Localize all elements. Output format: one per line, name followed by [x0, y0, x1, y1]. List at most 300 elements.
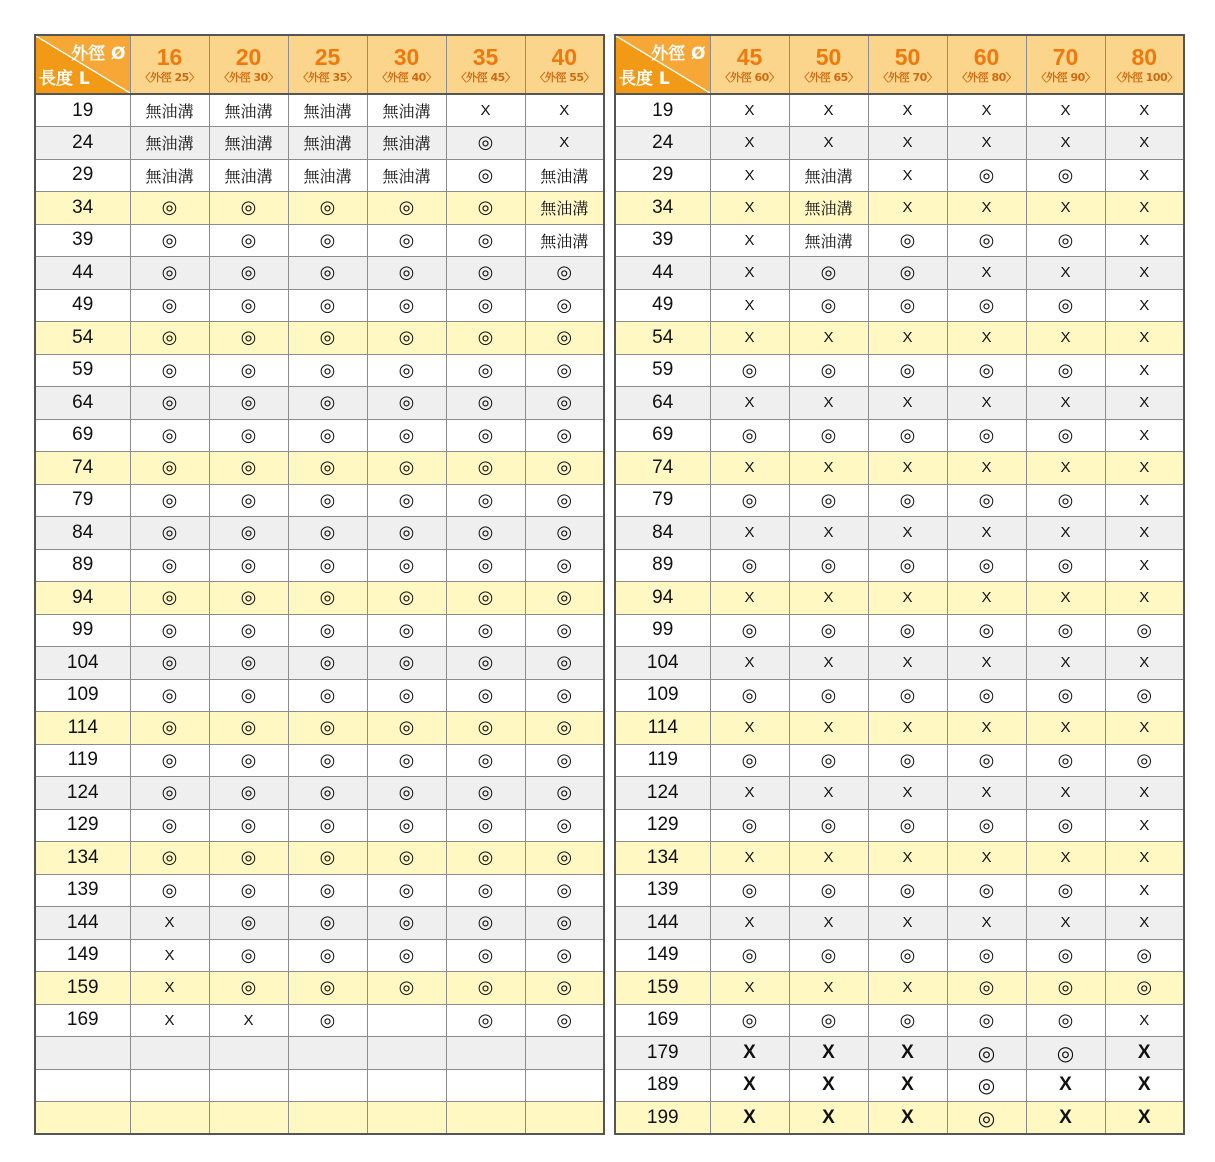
table-row [35, 517, 604, 550]
length-cell: 84 [35, 517, 130, 550]
value-cell: ◎ [789, 354, 868, 387]
value-cell: ◎ [1026, 614, 1105, 647]
value-cell: ◎ [947, 1069, 1026, 1102]
value-cell: ◎ [947, 874, 1026, 907]
value-cell: X [710, 159, 789, 192]
value-cell: X [947, 712, 1026, 745]
value-cell: X [947, 192, 1026, 225]
value-cell: X [1105, 809, 1184, 842]
value-cell: ◎ [710, 354, 789, 387]
value-cell: ◎ [367, 192, 446, 225]
value-cell: ◎ [947, 1004, 1026, 1037]
length-cell: 159 [35, 972, 130, 1005]
value-cell: ◎ [446, 322, 525, 355]
value-cell: ◎ [288, 1004, 367, 1037]
value-cell: ◎ [209, 419, 288, 452]
value-cell [130, 1069, 209, 1102]
value-cell: ◎ [789, 874, 868, 907]
value-cell: ◎ [1026, 874, 1105, 907]
value-cell: X [868, 712, 947, 745]
value-cell: X [947, 647, 1026, 680]
value-cell: X [868, 159, 947, 192]
value-cell: ◎ [947, 744, 1026, 777]
length-cell: 44 [35, 257, 130, 290]
value-cell: X [789, 387, 868, 420]
length-cell: 84 [615, 517, 710, 550]
value-cell: X [947, 322, 1026, 355]
value-cell: X [710, 517, 789, 550]
value-cell: ◎ [367, 679, 446, 712]
length-cell: 129 [35, 809, 130, 842]
value-cell: ◎ [130, 679, 209, 712]
value-cell: ◎ [947, 1102, 1026, 1135]
value-cell: ◎ [1026, 419, 1105, 452]
value-cell: ◎ [710, 614, 789, 647]
value-cell: X [1105, 257, 1184, 290]
value-cell: ◎ [446, 549, 525, 582]
value-cell: ◎ [868, 744, 947, 777]
value-cell: ◎ [288, 679, 367, 712]
value-cell: ◎ [209, 484, 288, 517]
value-cell: ◎ [1026, 809, 1105, 842]
value-cell: ◎ [288, 842, 367, 875]
value-cell: X [710, 842, 789, 875]
value-cell: ◎ [868, 549, 947, 582]
value-cell: ◎ [288, 972, 367, 1005]
value-cell: X [1105, 1004, 1184, 1037]
value-cell: ◎ [288, 809, 367, 842]
table-row [35, 582, 604, 615]
table-row [35, 647, 604, 680]
table-row [615, 549, 1184, 582]
value-cell: ◎ [446, 712, 525, 745]
table-row [615, 679, 1184, 712]
length-cell: 29 [35, 159, 130, 192]
value-cell: ◎ [789, 1004, 868, 1037]
length-cell: 24 [615, 127, 710, 160]
length-cell: 64 [35, 387, 130, 420]
value-cell: ◎ [446, 744, 525, 777]
value-cell: ◎ [288, 549, 367, 582]
value-cell: X [710, 777, 789, 810]
table-row [615, 614, 1184, 647]
table-row [35, 354, 604, 387]
value-cell: X [710, 94, 789, 127]
value-cell: ◎ [947, 1037, 1026, 1070]
column-header [367, 35, 446, 94]
value-cell: ◎ [288, 224, 367, 257]
value-cell [209, 1069, 288, 1102]
value-cell: ◎ [868, 809, 947, 842]
value-cell: ◎ [130, 549, 209, 582]
value-cell: X [1026, 517, 1105, 550]
column-outer-diameter: 〈外徑 90〉 [1035, 70, 1096, 84]
value-cell: ◎ [446, 1004, 525, 1037]
value-cell: ◎ [367, 289, 446, 322]
value-cell: ◎ [367, 387, 446, 420]
value-cell: ◎ [288, 192, 367, 225]
value-cell: X [947, 94, 1026, 127]
value-cell: ◎ [367, 419, 446, 452]
value-cell: ◎ [947, 354, 1026, 387]
value-cell: ◎ [1026, 1037, 1105, 1070]
value-cell: ◎ [367, 874, 446, 907]
value-cell: ◎ [288, 647, 367, 680]
value-cell: ◎ [446, 679, 525, 712]
value-cell [288, 1069, 367, 1102]
value-cell: ◎ [288, 387, 367, 420]
value-cell: ◎ [209, 289, 288, 322]
value-cell: X [1105, 1037, 1184, 1070]
value-cell: X [130, 1004, 209, 1037]
value-cell: ◎ [525, 257, 604, 290]
value-cell: X [868, 517, 947, 550]
length-cell: 24 [35, 127, 130, 160]
table-row [35, 419, 604, 452]
value-cell: X [947, 387, 1026, 420]
value-cell: X [130, 972, 209, 1005]
value-cell: ◎ [130, 224, 209, 257]
value-cell: ◎ [789, 549, 868, 582]
value-cell: ◎ [1105, 614, 1184, 647]
value-cell: ◎ [367, 809, 446, 842]
column-diameter: 20 [235, 43, 262, 70]
length-cell: 39 [615, 224, 710, 257]
value-cell: ◎ [367, 257, 446, 290]
length-cell: 144 [615, 907, 710, 940]
value-cell: X [789, 582, 868, 615]
length-cell: 99 [615, 614, 710, 647]
length-cell: 64 [615, 387, 710, 420]
value-cell: X [710, 1037, 789, 1070]
value-cell [130, 1037, 209, 1070]
table-row [615, 939, 1184, 972]
value-cell: ◎ [446, 517, 525, 550]
table-row [615, 647, 1184, 680]
table-row [35, 192, 604, 225]
value-cell: X [1105, 484, 1184, 517]
table-row [35, 809, 604, 842]
value-cell: ◎ [789, 744, 868, 777]
table-row [35, 1102, 604, 1135]
value-cell: ◎ [1026, 939, 1105, 972]
column-header [209, 35, 288, 94]
value-cell: X [525, 94, 604, 127]
value-cell: X [1105, 842, 1184, 875]
value-cell: X [947, 257, 1026, 290]
value-cell: ◎ [947, 809, 1026, 842]
value-cell: X [209, 1004, 288, 1037]
length-cell: 114 [615, 712, 710, 745]
value-cell [367, 1037, 446, 1070]
value-cell: ◎ [1026, 224, 1105, 257]
value-cell: ◎ [710, 484, 789, 517]
value-cell: ◎ [288, 614, 367, 647]
value-cell: X [446, 94, 525, 127]
column-header [525, 35, 604, 94]
value-cell: ◎ [130, 484, 209, 517]
value-cell [525, 1037, 604, 1070]
value-cell: ◎ [947, 419, 1026, 452]
length-cell: 39 [35, 224, 130, 257]
length-cell: 119 [615, 744, 710, 777]
value-cell: ◎ [446, 809, 525, 842]
value-cell: 無油溝 [367, 127, 446, 160]
value-cell: ◎ [209, 322, 288, 355]
value-cell: X [947, 127, 1026, 160]
value-cell: X [789, 94, 868, 127]
value-cell: ◎ [789, 289, 868, 322]
table-row [615, 257, 1184, 290]
value-cell: ◎ [525, 387, 604, 420]
column-outer-diameter: 〈外徑 60〉 [719, 70, 780, 84]
value-cell: X [789, 517, 868, 550]
value-cell: ◎ [209, 777, 288, 810]
value-cell: ◎ [367, 614, 446, 647]
value-cell: ◎ [367, 907, 446, 940]
column-outer-diameter: 〈外徑 45〉 [455, 70, 516, 84]
value-cell: ◎ [130, 322, 209, 355]
value-cell: ◎ [446, 842, 525, 875]
value-cell: ◎ [525, 647, 604, 680]
value-cell: ◎ [130, 842, 209, 875]
table-row [35, 744, 604, 777]
value-cell: ◎ [789, 939, 868, 972]
value-cell: X [789, 1102, 868, 1135]
value-cell: ◎ [868, 257, 947, 290]
value-cell: X [947, 582, 1026, 615]
value-cell: 無油溝 [209, 127, 288, 160]
value-cell: ◎ [209, 517, 288, 550]
table-row [35, 549, 604, 582]
value-cell [525, 1069, 604, 1102]
value-cell: ◎ [868, 939, 947, 972]
value-cell: ◎ [868, 1004, 947, 1037]
value-cell: ◎ [525, 1004, 604, 1037]
value-cell: ◎ [446, 972, 525, 1005]
length-cell: 59 [615, 354, 710, 387]
table-row [35, 94, 604, 127]
table-row [35, 484, 604, 517]
value-cell: ◎ [367, 972, 446, 1005]
table-row [615, 1069, 1184, 1102]
column-diameter: 50 [815, 43, 842, 70]
value-cell: ◎ [209, 939, 288, 972]
length-cell: 34 [615, 192, 710, 225]
length-cell: 169 [615, 1004, 710, 1037]
length-cell: 49 [35, 289, 130, 322]
table-row [615, 777, 1184, 810]
column-diameter: 40 [551, 43, 578, 70]
table-row [615, 582, 1184, 615]
length-cell: 54 [615, 322, 710, 355]
value-cell: X [710, 257, 789, 290]
length-cell: 94 [615, 582, 710, 615]
value-cell: X [710, 972, 789, 1005]
value-cell: X [710, 1102, 789, 1135]
length-cell: 114 [35, 712, 130, 745]
value-cell: ◎ [525, 907, 604, 940]
column-diameter: 25 [314, 43, 341, 70]
right-spec-table [614, 34, 1185, 1135]
table-row [615, 224, 1184, 257]
length-cell: 34 [35, 192, 130, 225]
value-cell: 無油溝 [367, 94, 446, 127]
column-outer-diameter: 〈外徑 25〉 [139, 70, 200, 84]
value-cell: X [710, 1069, 789, 1102]
value-cell: ◎ [947, 224, 1026, 257]
value-cell: X [1105, 354, 1184, 387]
table-row [615, 452, 1184, 485]
value-cell [446, 1102, 525, 1135]
value-cell: ◎ [525, 582, 604, 615]
value-cell: X [868, 1102, 947, 1135]
value-cell: X [868, 1037, 947, 1070]
value-cell: ◎ [367, 582, 446, 615]
column-header [947, 35, 1026, 94]
value-cell: X [868, 127, 947, 160]
value-cell: ◎ [130, 452, 209, 485]
value-cell: ◎ [446, 614, 525, 647]
value-cell: ◎ [130, 387, 209, 420]
value-cell: ◎ [288, 582, 367, 615]
value-cell: ◎ [710, 1004, 789, 1037]
value-cell: ◎ [1105, 939, 1184, 972]
value-cell: 無油溝 [209, 159, 288, 192]
table-row [615, 484, 1184, 517]
table-row [615, 972, 1184, 1005]
value-cell: 無油溝 [789, 224, 868, 257]
value-cell: ◎ [789, 809, 868, 842]
value-cell: ◎ [868, 614, 947, 647]
value-cell: ◎ [288, 354, 367, 387]
corner-header [615, 35, 710, 94]
value-cell: ◎ [525, 972, 604, 1005]
value-cell: X [789, 842, 868, 875]
header-row [35, 35, 604, 94]
table-row [615, 159, 1184, 192]
value-cell: X [868, 387, 947, 420]
value-cell: X [947, 452, 1026, 485]
value-cell: ◎ [525, 484, 604, 517]
value-cell: ◎ [367, 712, 446, 745]
value-cell: ◎ [710, 679, 789, 712]
value-cell: X [1026, 777, 1105, 810]
value-cell [367, 1004, 446, 1037]
length-cell: 109 [615, 679, 710, 712]
length-cell: 149 [35, 939, 130, 972]
value-cell: ◎ [947, 939, 1026, 972]
length-cell: 189 [615, 1069, 710, 1102]
value-cell: ◎ [130, 257, 209, 290]
length-cell [35, 1102, 130, 1135]
value-cell: ◎ [367, 484, 446, 517]
length-cell: 94 [35, 582, 130, 615]
value-cell: X [789, 712, 868, 745]
value-cell: ◎ [209, 679, 288, 712]
table-row [35, 159, 604, 192]
value-cell: ◎ [288, 517, 367, 550]
length-cell: 134 [615, 842, 710, 875]
length-cell: 129 [615, 809, 710, 842]
value-cell: ◎ [868, 289, 947, 322]
value-cell: X [1105, 1102, 1184, 1135]
length-cell: 149 [615, 939, 710, 972]
value-cell: X [710, 192, 789, 225]
value-cell: ◎ [288, 939, 367, 972]
value-cell: ◎ [525, 777, 604, 810]
value-cell: ◎ [947, 614, 1026, 647]
value-cell: ◎ [130, 517, 209, 550]
value-cell: ◎ [209, 744, 288, 777]
column-diameter: 70 [1052, 43, 1079, 70]
value-cell: ◎ [1026, 679, 1105, 712]
value-cell: ◎ [130, 744, 209, 777]
value-cell: X [1026, 257, 1105, 290]
value-cell: ◎ [130, 712, 209, 745]
value-cell: ◎ [446, 192, 525, 225]
table-row [615, 419, 1184, 452]
length-cell: 134 [35, 842, 130, 875]
value-cell: ◎ [525, 842, 604, 875]
column-outer-diameter: 〈外徑 100〉 [1110, 70, 1178, 84]
value-cell: ◎ [209, 549, 288, 582]
column-header [288, 35, 367, 94]
column-outer-diameter: 〈外徑 40〉 [376, 70, 437, 84]
value-cell: ◎ [130, 582, 209, 615]
value-cell: ◎ [288, 257, 367, 290]
length-cell: 199 [615, 1102, 710, 1135]
value-cell: X [789, 1069, 868, 1102]
value-cell: ◎ [525, 712, 604, 745]
value-cell: ◎ [446, 484, 525, 517]
value-cell: ◎ [446, 127, 525, 160]
value-cell: X [710, 127, 789, 160]
length-cell: 74 [35, 452, 130, 485]
value-cell: ◎ [525, 419, 604, 452]
value-cell: 無油溝 [367, 159, 446, 192]
column-diameter: 80 [1131, 43, 1158, 70]
value-cell: X [1105, 224, 1184, 257]
value-cell: ◎ [367, 842, 446, 875]
value-cell: X [868, 322, 947, 355]
value-cell: X [1105, 712, 1184, 745]
table-row [35, 777, 604, 810]
value-cell: ◎ [947, 972, 1026, 1005]
value-cell: ◎ [367, 549, 446, 582]
value-cell: X [868, 192, 947, 225]
value-cell: 無油溝 [525, 159, 604, 192]
length-cell: 79 [615, 484, 710, 517]
column-header [710, 35, 789, 94]
value-cell: ◎ [1105, 679, 1184, 712]
value-cell: 無油溝 [789, 159, 868, 192]
value-cell: X [1105, 907, 1184, 940]
length-cell: 29 [615, 159, 710, 192]
value-cell: ◎ [710, 549, 789, 582]
value-cell: ◎ [288, 289, 367, 322]
value-cell: ◎ [209, 712, 288, 745]
value-cell: X [1105, 192, 1184, 225]
value-cell: ◎ [209, 874, 288, 907]
value-cell: 無油溝 [525, 224, 604, 257]
table-row [35, 322, 604, 355]
value-cell: X [868, 647, 947, 680]
value-cell: ◎ [868, 354, 947, 387]
value-cell: ◎ [789, 419, 868, 452]
value-cell: X [868, 907, 947, 940]
table-row [35, 1069, 604, 1102]
